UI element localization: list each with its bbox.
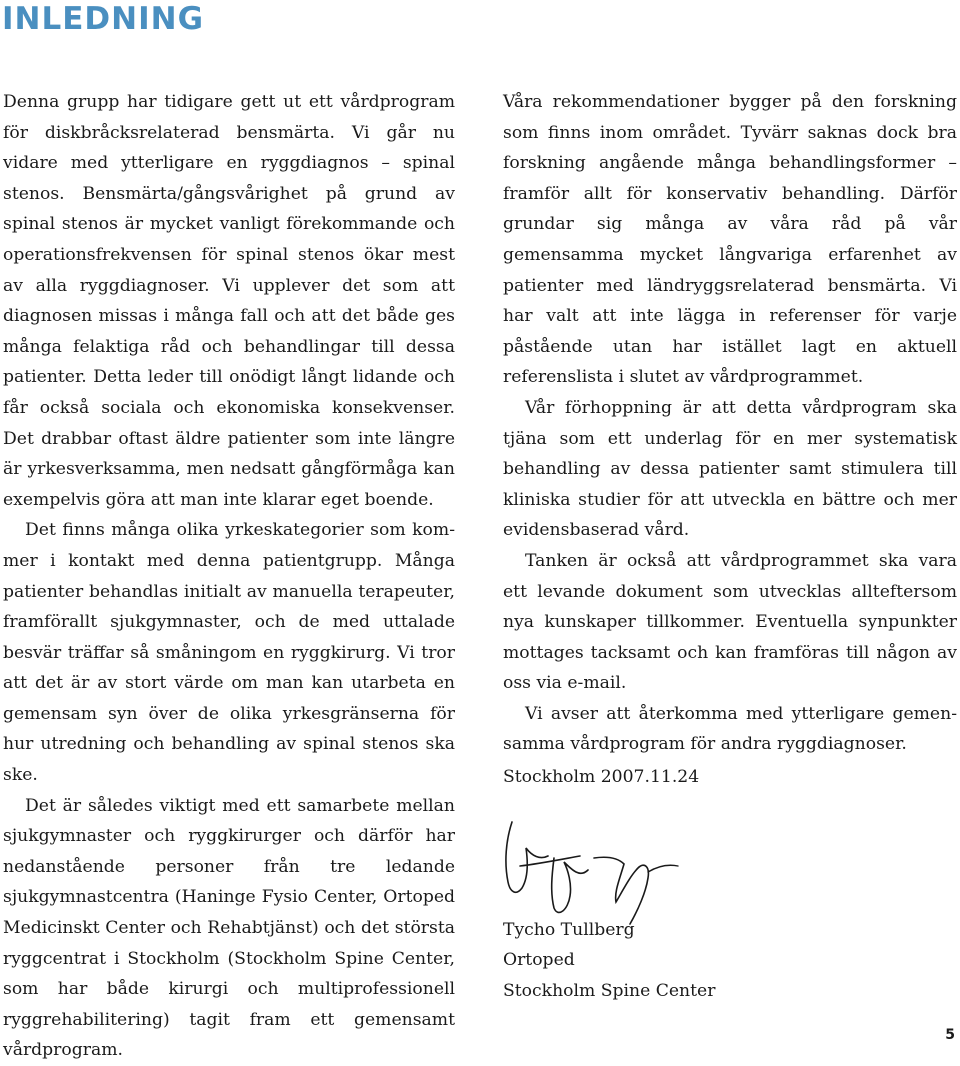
signer-name: Tycho Tullberg xyxy=(503,919,635,940)
left-paragraph-1: Denna grupp har tidigare gett ut ett vårdprogram för diskbråcksrelaterad bensmärta. Vi går nu vidare med ytterligare en ryggdiagnos – spinal stenos. Bensmärta/gångsvårighet på grund av spinal stenos är mycket vanligt förekommande och operationsfrekvensen för spinal stenos ökar mest av alla ryggdiagnoser. Vi upplever det som att diagnosen missas i många fall och att det både ges många felaktiga råd och behandlingar till dessa patienter. Detta leder till onödigt långt lidande och får också sociala och ekonomiska konsekvenser. Det drabbar oftast äldre patienter som inte längre är yrkesverksamma, men nedsatt gångförmåga kan exempelvis göra att man inte klarar eget boende. xyxy=(3,92,455,510)
left-column xyxy=(3,87,455,1066)
place-date: Stockholm 2007.11.24 xyxy=(503,767,700,787)
page-heading: INLEDNING xyxy=(2,1,205,37)
left-paragraph-2: Det finns många olika yrkeskategorier som kommer i kontakt med denna patientgrupp. Många patienter behandlas initialt av manuella terapeuter, framförallt sjukgymnaster, och de med uttalade besvär träffar så småningom en ryggkirurg. Vi tror att det är av stort värde om man kan utarbeta en gemensam syn över de olika yrkesgränserna för hur utredning och behandling av spinal stenos ska ske. xyxy=(3,520,455,786)
right-paragraph-2: Vår förhoppning är att detta vårdprogram ska tjäna som ett underlag för en mer systematisk behandling av dessa patienter samt stimulera till kliniska studier för att utveckla en bättre och mer evidensbaserad vård. xyxy=(503,397,957,541)
left-paragraph-3: Det är således viktigt med ett samarbete mellan sjukgymnaster och ryggkirurger och därför har nedanstående personer från tre ledande sjukgymnastcentra (Haninge Fysio Center, Ortoped Medicinskt Center och Rehabtjänst) och det största ryggcentrat i Stockholm (Stockholm Spine Center, som har både kirurgi och multiprofessionell ryggrehabilitering) tagit fram ett gemensamt vårdprogram. xyxy=(3,795,455,1061)
handwritten-signature xyxy=(498,800,698,930)
signer-title: Ortoped xyxy=(503,950,575,971)
page-number: 5 xyxy=(945,1027,955,1043)
right-paragraph-3: Tanken är också att vårdprogrammet ska vara ett levande dokument som utvecklas allteftersom nya kunskaper tillkommer. Eventuella synpunkter mottages tacksamt och kan framföras till någon av oss via e-mail. xyxy=(503,550,957,694)
right-paragraph-1: Våra rekommendationer bygger på den forskning som finns inom området. Tyvärr saknas dock bra forskning angående många behandlingsformer – framför allt för konservativ behandling. Därför grundar sig många av våra råd på vår gemensamma mycket långvariga erfarenhet av patienter med ländryggsrelaterad bensmärta. Vi har valt att inte lägga in referenser för varje påstående utan har istället lagt en aktuell referenslista i slutet av vårdprogrammet. xyxy=(503,92,957,388)
signer-organization: Stockholm Spine Center xyxy=(503,980,716,1001)
right-paragraph-4: Vi avser att återkomma med ytterligare gemensamma vårdprogram för andra ryggdiagnoser. xyxy=(503,703,957,755)
right-column xyxy=(503,87,957,760)
